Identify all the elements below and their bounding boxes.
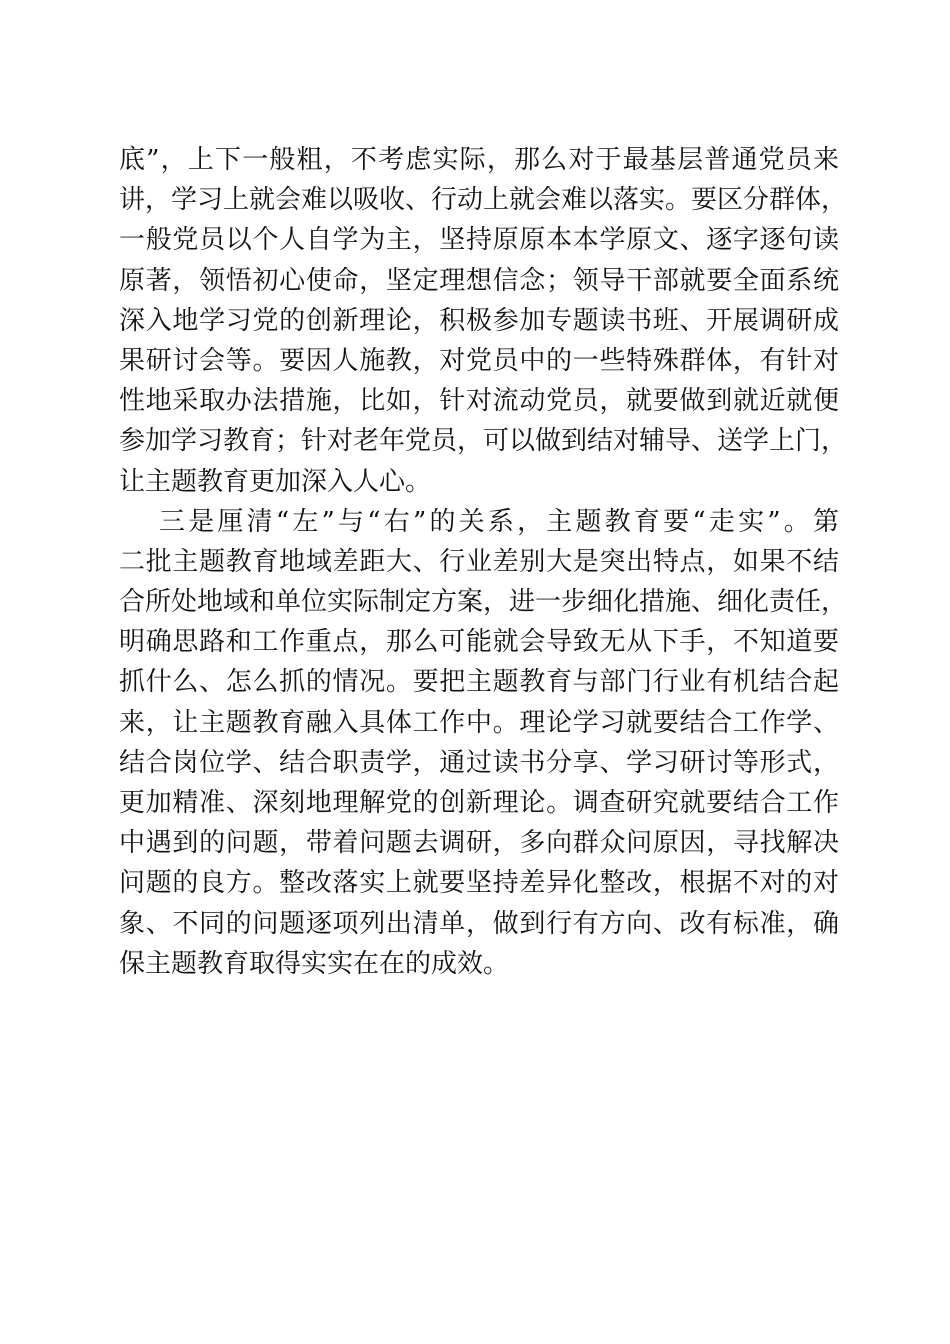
text-line: 明确思路和工作重点，那么可能就会导致无从下手，不知道要 — [119, 627, 839, 658]
text-line: 保主题教育取得实实在在的成效。 — [119, 948, 510, 979]
text-line: 性地采取办法措施，比如，针对流动党员，就要做到就近就便 — [119, 386, 839, 417]
text-line: 来，让主题教育融入具体工作中。理论学习就要结合工作学、 — [119, 707, 839, 738]
text-line: 结合岗位学、结合职责学，通过读书分享、学习研讨等形式， — [119, 747, 839, 778]
text-line: 三是厘清“左”与“右”的关系，主题教育要“走实”。第 — [159, 506, 839, 537]
text-line: 底”，上下一般粗，不考虑实际，那么对于最基层普通党员来 — [119, 145, 839, 175]
text-line: 中遇到的问题，带着问题去调研，多向群众问原因，寻找解决 — [119, 828, 839, 859]
text-line: 象、不同的问题逐项列出清单，做到行有方向、改有标准，确 — [119, 908, 839, 939]
text-line: 果研讨会等。要因人施教，对党员中的一些特殊群体，有针对 — [119, 345, 839, 376]
text-line: 原著，领悟初心使命，坚定理想信念；领导干部就要全面系统 — [119, 265, 839, 296]
text-line: 一般党员以个人自学为主，坚持原原本本学原文、逐字逐句读 — [119, 225, 839, 256]
text-line: 合所处地域和单位实际制定方案，进一步细化措施、细化责任， — [119, 587, 848, 618]
text-line: 讲，学习上就会难以吸收、行动上就会难以落实。要区分群体， — [119, 185, 848, 216]
text-line: 深入地学习党的创新理论，积极参加专题读书班、开展调研成 — [119, 305, 839, 336]
paragraph-1 — [119, 140, 848, 502]
body-text — [119, 140, 848, 984]
text-line: 让主题教育更加深入人心。 — [119, 466, 432, 497]
text-line: 二批主题教育地域差距大、行业差别大是突出特点，如果不结 — [119, 546, 839, 577]
text-line: 更加精准、深刻地理解党的创新理论。调查研究就要结合工作 — [119, 788, 839, 818]
text-line: 问题的良方。整改落实上就要坚持差异化整改，根据不对的对 — [119, 868, 839, 899]
text-line: 参加学习教育；针对老年党员，可以做到结对辅导、送学上门， — [119, 426, 848, 457]
paragraph-2 — [119, 502, 848, 984]
text-line: 抓什么、怎么抓的情况。要把主题教育与部门行业有机结合起 — [119, 667, 839, 698]
